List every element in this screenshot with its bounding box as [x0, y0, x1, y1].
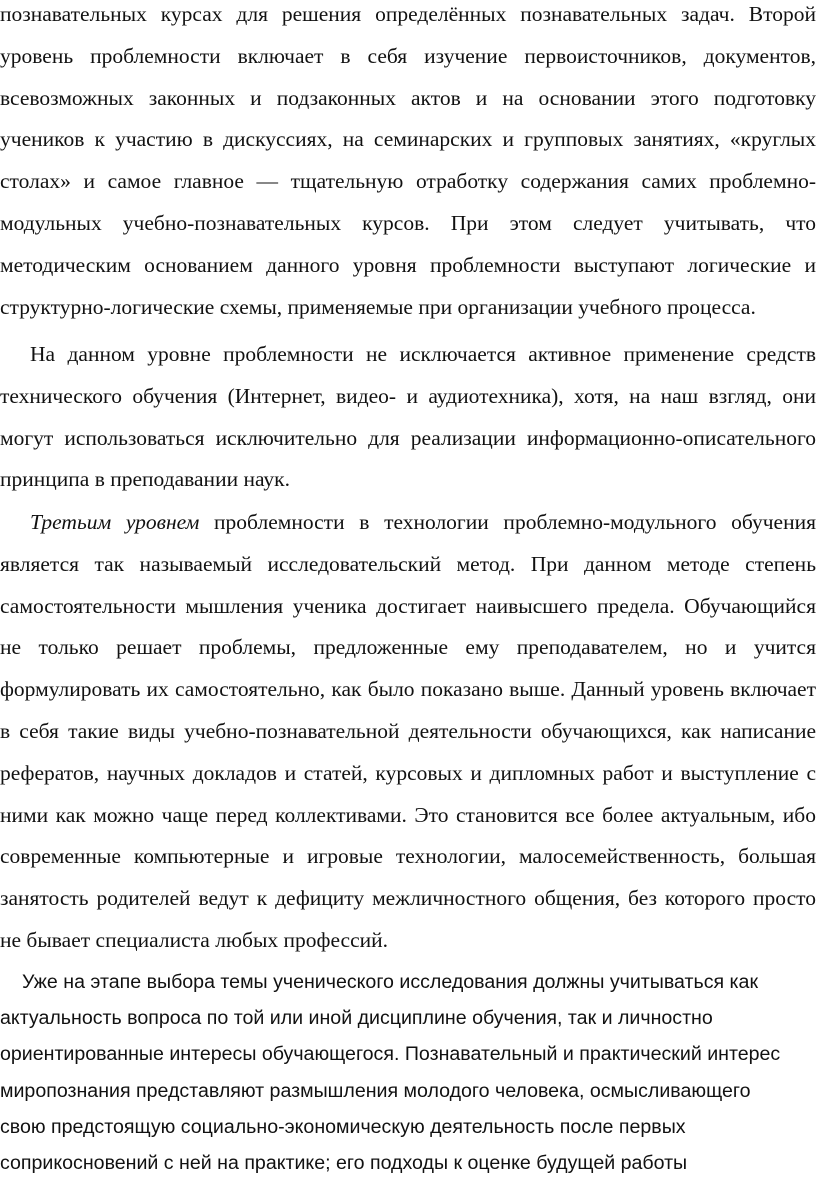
paragraph-1 — [0, 0, 816, 328]
paragraph-3-body: проблемности в технологии проблемно-модульного обучения является так называемый исследовательский метод. При данном методе степень самостоятельности мышления ученика достигает наивысшего предела. Обучающийся не только решает проблемы, предложенные ему преподавателем, но и учится формулировать их самостоятельно, как было показано выше. Данный уровень включает в себя такие виды учебно-познавательной деятельности обучающихся, как написание рефератов, научных докладов и статей, курсовых и дипломных работ и выступление с ними как можно чаще перед коллективами. Это становится все более актуальным, ибо современные компьютерные и игровые технологии, малосемейственность, большая занятость родителей ведут к дефициту межличностного общения, без которого просто не бывает специалиста любых профессий. — [0, 510, 816, 952]
paragraph-4-line: свою предстоящую социально-экономическую деятельность после первых — [0, 1115, 686, 1138]
paragraph-2 — [0, 334, 816, 501]
paragraph-3 — [0, 502, 816, 962]
paragraph-4-line: Уже на этапе выбора темы ученического исследования должны учитываться как — [22, 971, 759, 993]
paragraph-4 — [0, 964, 816, 1181]
paragraph-4-line: миропознания представляют размышления молодого человека, осмысливающего — [0, 1079, 751, 1102]
paragraph-3-text — [0, 502, 816, 962]
paragraph-3-emphasis: Третьим уровнем — [30, 510, 200, 534]
paragraph-4-line: ориентированные интересы обучающегося. Познавательный и практический интерес — [0, 1043, 781, 1066]
paragraph-4-line: актуальность вопроса по той или иной дисциплине обучения, так и личностно — [0, 1007, 713, 1030]
paragraph-4-line: соприкосновений с ней на практике; его подходы к оценке будущей работы — [0, 1152, 688, 1175]
paragraph-1-text: познавательных курсах для решения определённых познавательных задач. Второй уровень проблемности включает в себя изучение первоисточников, документов, всевозможных законных и подзаконных актов и на основании этого подготовку учеников к участию в дискуссиях, на семинарских и групповых занятиях, «круглых столах» и самое главное — тщательную отработку содержания самих проблемно-модульных учебно-познавательных курсов. При этом следует учитывать, что методическим основанием данного уровня проблемности выступают логические и структурно-логические схемы, применяемые при организации учебного процесса. — [0, 2, 816, 319]
paragraph-2-text: На данном уровне проблемности не исключается активное применение средств технического обучения (Интернет, видео- и аудиотехника), хотя, на наш взгляд, они могут использоваться исключительно для реализации информационно-описательного принципа в преподавании наук. — [0, 342, 816, 492]
